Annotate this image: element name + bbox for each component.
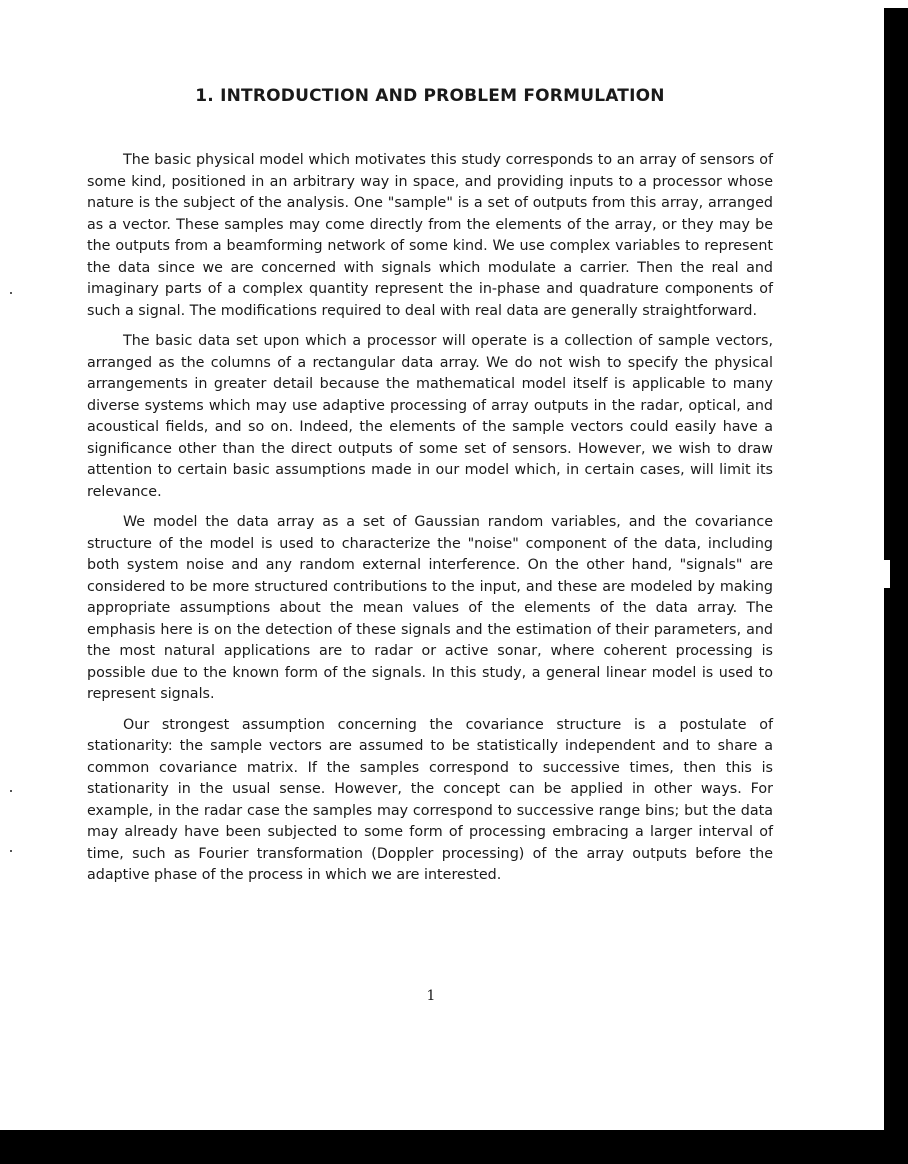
body-text bbox=[87, 150, 773, 896]
scan-speck bbox=[10, 850, 12, 852]
scan-speck bbox=[10, 790, 12, 792]
scan-speck bbox=[10, 292, 12, 294]
paragraph-2: The basic data set upon which a processor will operate is a collection of sample vectors, arranged as the columns of a rectangular data array. We do not wish to specify the physical arrangements in greater detail because the mathematical model itself is applicable to many diverse systems which may use adaptive processing of array outputs in the radar, optical, and acoustical fields, and so on. Indeed, the elements of the sample vectors could easily have a significance other than the direct outputs of some set of sensors. However, we wish to draw attention to certain basic assumptions made in our model which, in certain cases, will limit its relevance. bbox=[87, 333, 773, 500]
page-number: 1 bbox=[426, 988, 436, 1004]
paragraph-4: Our strongest assumption concerning the covariance structure is a postulate of stationarity: the sample vectors are assumed to be statistically independent and to share a common covariance matrix. If the samples correspond to successive times, then this is stationarity in the usual sense. However, the concept can be applied in other ways. For example, in the radar case the samples may correspond to successive range bins; but the data may already have been subjected to some form of processing embracing a larger interval of time, such as Fourier transformation (Doppler processing) of the array outputs before the adaptive phase of the process in which we are interested. bbox=[87, 716, 773, 883]
scan-edge-gap bbox=[884, 560, 890, 588]
section-heading: 1. INTRODUCTION AND PROBLEM FORMULATION bbox=[195, 86, 665, 106]
paragraph-1: The basic physical model which motivates this study corresponds to an array of sensors of some kind, positioned in an arbitrary way in space, and providing inputs to a processor whose nature is the subject of the analysis. One "sample" is a set of outputs from this array, arranged as a vector. These samples may come directly from the elements of the array, or they may be the outputs from a beamforming network of some kind. We use complex variables to represent the data since we are concerned with signals which modulate a carrier. Then the real and imaginary parts of a complex quantity represent the in-phase and quadrature components of such a signal. The modifications required to deal with real data are generally straightforward. bbox=[87, 152, 773, 319]
paragraph-3: We model the data array as a set of Gaussian random variables, and the covariance structure of the model is used to characterize the "noise" component of the data, including both system noise and any random external interference. On the other hand, "signals" are considered to be more structured contributions to the input, and these are modeled by making appropriate assumptions about the mean values of the elements of the data array. The emphasis here is on the detection of these signals and the estimation of their parameters, and the most natural applications are to radar or active sonar, where coherent processing is possible due to the known form of the signals. In this study, a general linear model is used to represent signals. bbox=[87, 514, 773, 702]
scan-edge-bottom bbox=[0, 1130, 908, 1164]
